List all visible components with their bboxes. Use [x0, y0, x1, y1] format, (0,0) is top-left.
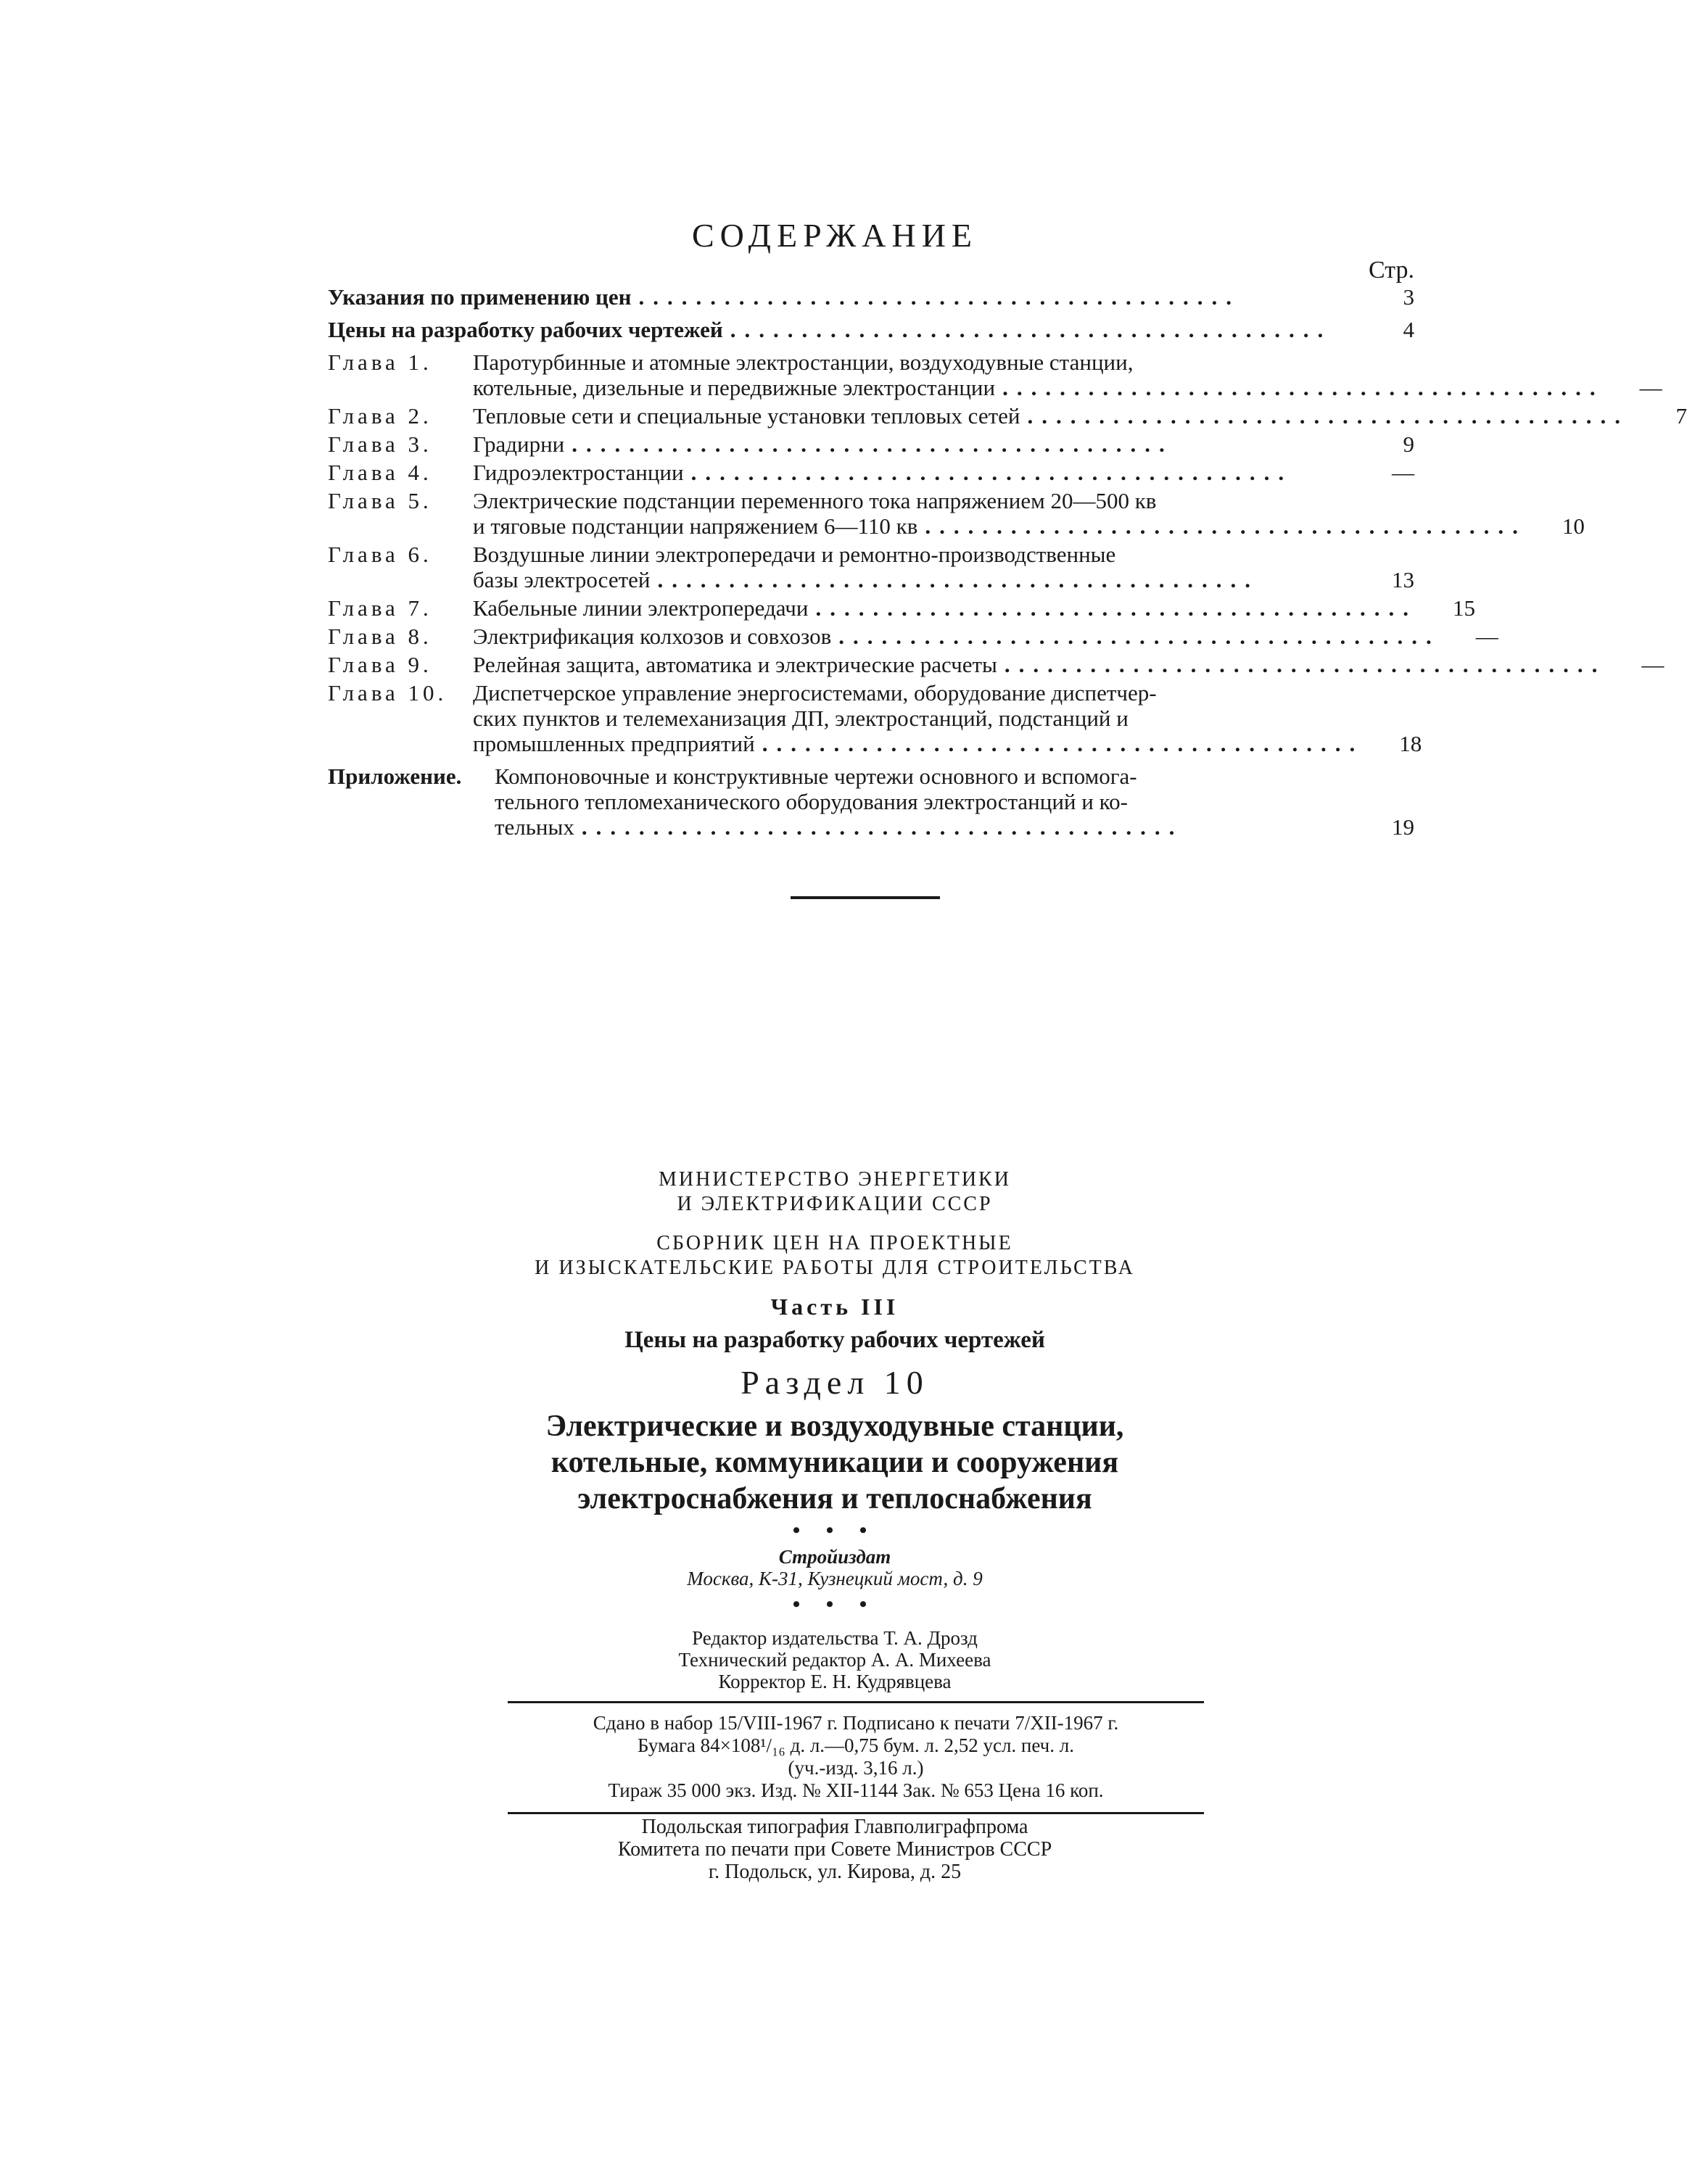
chapter-page: 18	[1399, 731, 1422, 756]
toc-chapter	[328, 488, 1585, 539]
chapter-number: Глава 6.	[328, 542, 432, 567]
chapter-number: Глава 8.	[328, 624, 432, 649]
toc-chapter	[328, 349, 1662, 400]
dot-leader: ..........................................	[1002, 375, 1604, 400]
book-title	[0, 1408, 1670, 1517]
chapter-number: Глава 10.	[328, 680, 447, 706]
printer-line: г. Подольск, ул. Кирова, д. 25	[708, 1861, 962, 1883]
toc-entry-label: Указания по применению цен	[328, 284, 632, 310]
collection-line: СБОРНИК ЦЕН НА ПРОЕКТНЫЕ	[656, 1232, 1013, 1254]
toc-chapter	[328, 431, 1414, 457]
appendix-line: Компоновочные и конструктивные чертежи основного и вспомога-	[495, 764, 1137, 789]
publisher-name: Стройиздат	[778, 1546, 891, 1568]
chapter-number: Глава 1.	[328, 349, 432, 375]
chapter-number: Глава 2.	[328, 403, 432, 429]
part-label: Часть III	[770, 1294, 899, 1320]
dot-leader: ..........................................	[1004, 652, 1606, 677]
toc-chapter	[328, 624, 1498, 649]
chapter-title-last-line: Электрификация колхозов и совхозов	[473, 624, 832, 649]
chapter-number: Глава 9.	[328, 652, 432, 677]
section-label: Раздел 10	[741, 1364, 929, 1401]
printer-info	[0, 1816, 1670, 1883]
colophon-line: Тираж 35 000 экз. Изд. № XII-1144 Зак. № 653 Цена 16 коп.	[608, 1779, 1104, 1801]
book-title-line: Электрические и воздуходувные станции,	[545, 1410, 1124, 1443]
appendix-page: 19	[1392, 814, 1414, 840]
chapter-page: —	[1641, 652, 1665, 677]
appendix-line: тельного тепломеханического оборудования электростанций и ко-	[495, 789, 1128, 814]
toc-appendix	[328, 764, 1414, 840]
subtitle: Цены на разработку рабочих чертежей	[624, 1327, 1045, 1353]
toc-title: СОДЕРЖАНИЕ	[691, 217, 978, 254]
chapter-page: 15	[1453, 595, 1475, 621]
toc-entry-page: 4	[1403, 317, 1414, 342]
collection-name	[0, 1231, 1670, 1281]
chapter-page: 13	[1392, 567, 1414, 592]
book-title-line: электроснабжения и теплоснабжения	[577, 1482, 1092, 1515]
separator-dots: • • •	[792, 1592, 878, 1616]
proofreader-line: Корректор Е. Н. Кудрявцева	[718, 1671, 952, 1692]
chapter-title-line: Диспетчерское управление энергосистемами, оборудование диспетчер-	[473, 680, 1157, 706]
printer-line: Комитета по печати при Совете Министров СССР	[617, 1838, 1052, 1861]
toc-entry	[328, 317, 1414, 342]
toc-page-header: Стр.	[1368, 257, 1414, 284]
chapter-title-last-line: и тяговые подстанции напряжением 6—110 кв	[473, 513, 918, 539]
toc-chapters	[328, 349, 1687, 756]
chapter-title-line: Паротурбинные и атомные электростанции, воздуходувные станции,	[473, 349, 1134, 375]
chapter-title-last-line: Тепловые сети и специальные установки тепловых сетей	[473, 403, 1020, 429]
colophon	[508, 1701, 1204, 1814]
chapter-page: —	[1392, 460, 1414, 485]
toc-chapter	[328, 460, 1414, 485]
dot-leader: ..........................................	[1027, 403, 1629, 429]
colophon-line: (уч.-изд. 3,16 л.)	[788, 1757, 924, 1779]
chapter-number: Глава 7.	[328, 595, 432, 621]
staff-block	[0, 1627, 1670, 1692]
chapter-number: Глава 3.	[328, 431, 432, 457]
toc-entry	[328, 284, 1414, 310]
publisher-block	[0, 1546, 1670, 1589]
chapter-number: Глава 5.	[328, 488, 432, 513]
toc-chapter	[328, 680, 1422, 756]
colophon-line: Бумага 84×108¹/₁₆ д. л.—0,75 бум. л. 2,52 усл. печ. л.	[638, 1734, 1074, 1756]
chapter-title-last-line: Градирни	[473, 431, 565, 457]
table-of-contents	[328, 284, 1687, 843]
chapter-title-last-line: Гидроэлектростанции	[473, 460, 684, 485]
chapter-title-line: Воздушные линии электропередачи и ремонтно-производственные	[473, 542, 1116, 567]
toc-chapter	[328, 652, 1665, 677]
dot-leader: ..........................................	[815, 595, 1417, 621]
ministry-line: МИНИСТЕРСТВО ЭНЕРГЕТИКИ	[659, 1168, 1011, 1191]
editor-line: Редактор издательства Т. А. Дрозд	[692, 1627, 978, 1649]
dot-leader: ..........................................	[838, 624, 1440, 649]
dot-leader: ..........................................	[762, 731, 1364, 756]
tech-editor-line: Технический редактор А. А. Михеева	[678, 1649, 991, 1671]
printer-line: Подольская типография Главполиграфпрома	[641, 1816, 1028, 1838]
dot-leader: ..........................................	[925, 513, 1527, 539]
dot-leader: ..........................................	[581, 814, 1184, 840]
separator-dots: • • •	[792, 1518, 878, 1542]
chapter-page: 9	[1403, 431, 1414, 457]
publisher-address: Москва, К-31, Кузнецкий мост, д. 9	[687, 1568, 983, 1589]
colophon-line: Сдано в набор 15/VIII-1967 г. Подписано к печати 7/XII-1967 г.	[593, 1712, 1119, 1734]
dot-leader: ..........................................	[572, 431, 1174, 457]
chapter-page: —	[1475, 624, 1498, 649]
toc-entry-page: 3	[1403, 284, 1414, 310]
toc-chapter	[328, 595, 1475, 621]
dot-leader: ..........................................	[690, 460, 1293, 485]
divider-rule	[791, 896, 940, 899]
dot-leader: ..........................................	[638, 284, 1241, 310]
toc-chapter	[328, 403, 1687, 429]
book-title-line: котельные, коммуникации и сооружения	[550, 1446, 1119, 1479]
chapter-title-last-line: котельные, дизельные и передвижные электростанции	[473, 375, 996, 400]
chapter-page: —	[1639, 375, 1662, 400]
dot-leader: ..........................................	[657, 567, 1259, 592]
chapter-number: Глава 4.	[328, 460, 432, 485]
toc-entry-label: Цены на разработку рабочих чертежей	[328, 317, 723, 342]
chapter-page: 7	[1675, 403, 1687, 429]
chapter-title-line: ских пунктов и телемеханизация ДП, электростанций, подстанций и	[473, 706, 1129, 731]
ministry-line: И ЭЛЕКТРИФИКАЦИИ СССР	[677, 1193, 993, 1215]
appendix-last-line: тельных	[495, 814, 574, 840]
chapter-title-last-line: Релейная защита, автоматика и электрические расчеты	[473, 652, 997, 677]
chapter-title-last-line: промышленных предприятий	[473, 731, 755, 756]
chapter-title-line: Электрические подстанции переменного тока напряжением 20—500 кв	[473, 488, 1157, 513]
chapter-title-last-line: Кабельные линии электропередачи	[473, 595, 809, 621]
chapter-title-last-line: базы электросетей	[473, 567, 651, 592]
toc-chapter	[328, 542, 1414, 592]
collection-line: И ИЗЫСКАТЕЛЬСКИЕ РАБОТЫ ДЛЯ СТРОИТЕЛЬСТВА	[535, 1257, 1135, 1279]
dot-leader: ..........................................	[730, 317, 1332, 342]
chapter-page: 10	[1562, 513, 1585, 539]
ministry-name	[0, 1167, 1670, 1217]
appendix-label: Приложение.	[328, 764, 462, 789]
